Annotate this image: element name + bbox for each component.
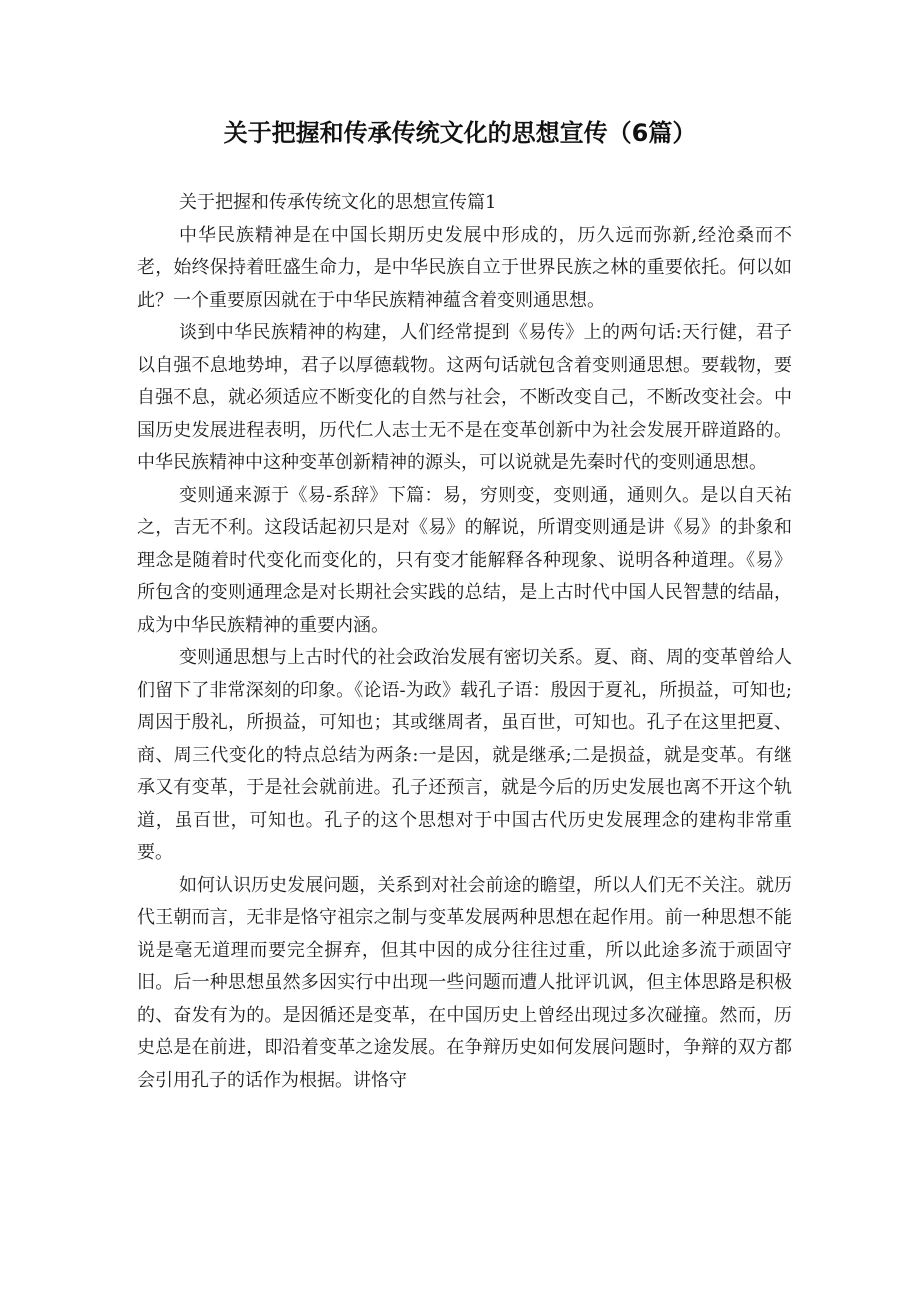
document-title: 关于把握和传承传统文化的思想宣传（6篇）: [223, 119, 697, 147]
paragraph: 变则通思想与上古时代的社会政治发展有密切关系。夏、商、周的变革曾给人们留下了非常深刻的印象。《论语-为政》载孔子语：殷因于夏礼，所损益，可知也;周因于殷礼，所损益，可知也；其或继周者，虽百世，可知也。孔子在这里把夏、商、周三代变化的特点总结为两条:一是因，就是继承;二是损益，就是变革。有继承又有变革，于是社会就前进。孔子还预言，就是今后的历史发展也离不开这个轨道，虽百世，可知也。孔子的这个思想对于中国古代历史发展理念的建构非常重要。: [137, 647, 792, 863]
section-heading: 关于把握和传承传统文化的思想宣传篇1: [179, 192, 497, 213]
paragraph: 谈到中华民族精神的构建，人们经常提到《易传》上的两句话:天行健，君子以自强不息地势坤，君子以厚德载物。这两句话就包含着变则通思想。要载物，要自强不息，就必须适应不断变化的自然与社会，不断改变自己，不断改变社会。中国历史发展进程表明，历代仁人志士无不是在变革创新中为社会发展开辟道路的。中华民族精神中这种变革创新精神的源头，可以说就是先秦时代的变则通思想。: [137, 322, 792, 473]
document-body: [137, 187, 792, 1097]
paragraph: 中华民族精神是在中国长期历史发展中形成的，历久远而弥新,经沧桑而不老，始终保持着旺盛生命力，是中华民族自立于世界民族之林的重要依托。何以如此？一个重要原因就在于中华民族精神蕴含着变则通思想。: [137, 224, 792, 311]
paragraph: 变则通来源于《易-系辞》下篇：易，穷则变，变则通，通则久。是以自天祐之，吉无不利。这段话起初只是对《易》的解说，所谓变则通是讲《易》的卦象和理念是随着时代变化而变化的，只有变才能解释各种现象、说明各种道理。《易》所包含的变则通理念是对长期社会实践的总结，是上古时代中国人民智慧的结晶，成为中华民族精神的重要内涵。: [137, 484, 792, 636]
paragraph: 如何认识历史发展问题，关系到对社会前途的瞻望，所以人们无不关注。就历代王朝而言，无非是恪守祖宗之制与变革发展两种思想在起作用。前一种思想不能说是毫无道理而要完全摒弃，但其中因的成分往往过重，所以此途多流于顽固守旧。后一种思想虽然多因实行中出现一些问题而遭人批评讥讽，但主体思路是积极的、奋发有为的。是因循还是变革，在中国历史上曾经出现过多次碰撞。然而，历史总是在前进，即沿着变革之途发展。在争辩历史如何发展问题时，争辩的双方都会引用孔子的话作为根据。讲恪守: [137, 874, 792, 1091]
